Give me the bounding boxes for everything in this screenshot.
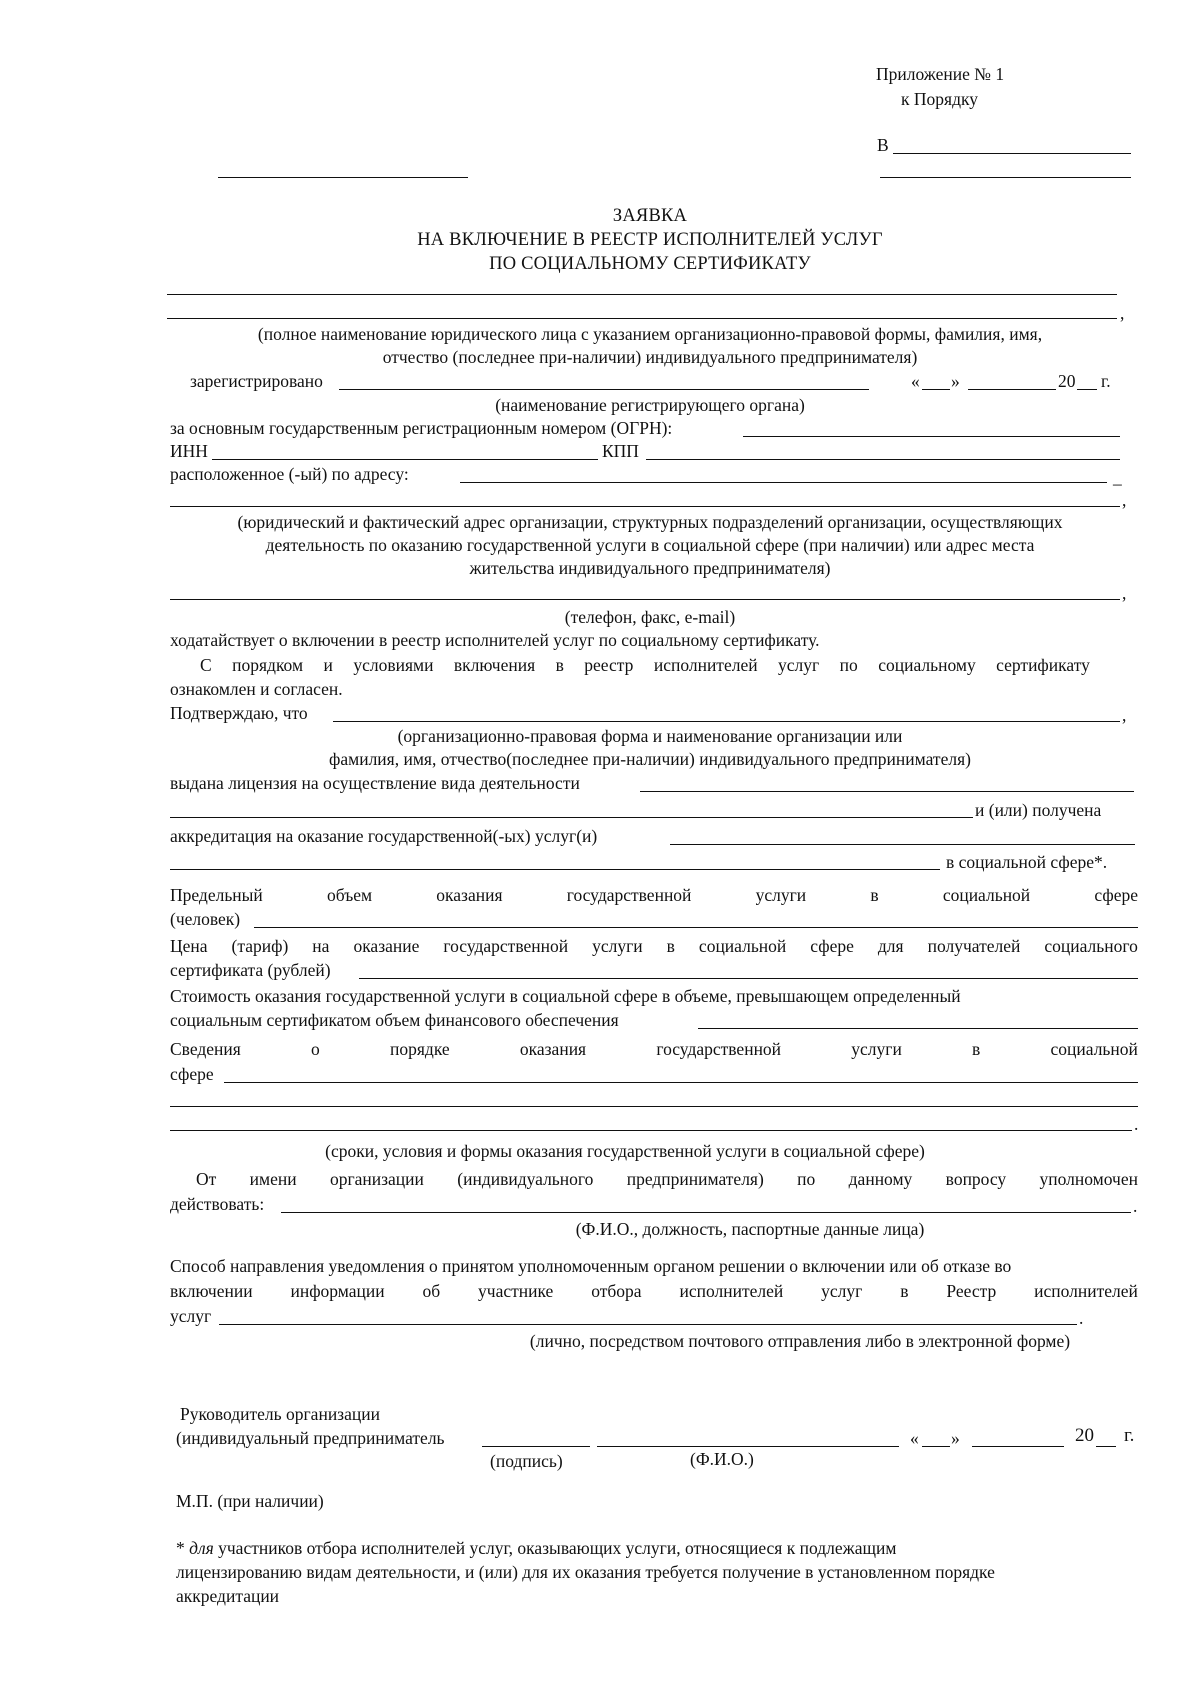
limit-volume-line-2: (человек): [170, 909, 241, 929]
info-field-2[interactable]: [170, 1106, 1138, 1107]
word: государственной: [566, 885, 692, 905]
license-field-2[interactable]: [170, 817, 973, 818]
head-line-1: Руководитель организации: [180, 1404, 380, 1424]
info-period: .: [1134, 1114, 1139, 1134]
address-hint-3: жительства индивидуального предпринимателя): [469, 558, 831, 578]
address-hint-2: деятельность по оказанию государственной услуги в социальной сфере (при наличии) или адрес места: [265, 535, 1035, 555]
word: реестр: [584, 655, 634, 675]
word: Цена: [170, 936, 208, 956]
footnote-line-1-rest: участников отбора исполнителей услуг, оказывающих услуги, относящиеся к подлежащим: [213, 1538, 897, 1558]
registration-month-field[interactable]: [968, 389, 1056, 390]
cost-field[interactable]: [698, 1028, 1138, 1029]
word: социальной: [1050, 1039, 1138, 1059]
word: исполнителей: [679, 1281, 784, 1301]
word: С: [200, 655, 212, 675]
info-line-1: [170, 1039, 1138, 1060]
footnote-asterisk: *: [176, 1538, 190, 1558]
word: порядке: [390, 1039, 450, 1059]
word: объем: [327, 885, 373, 905]
info-line-2: сфере: [170, 1064, 214, 1084]
word: социальной: [942, 885, 1031, 905]
accreditation-field-1[interactable]: [670, 844, 1135, 845]
notify-method-field[interactable]: [219, 1324, 1077, 1325]
contacts-comma: ,: [1122, 583, 1127, 603]
word: (индивидуального: [457, 1169, 594, 1189]
word: о: [311, 1039, 320, 1059]
word: в: [900, 1281, 909, 1301]
notify-line-1: Способ направления уведомления о принятом уполномоченным органом решении о включении или об отказе во: [170, 1256, 1012, 1276]
sign-year-field[interactable]: [1096, 1446, 1116, 1447]
info-field-3[interactable]: [170, 1130, 1132, 1131]
seal-text: М.П. (при наличии): [176, 1491, 324, 1511]
word: об: [422, 1281, 441, 1301]
fio-hint: (Ф.И.О.): [690, 1449, 754, 1469]
title-line-2: НА ВКЛЮЧЕНИЕ В РЕЕСТР ИСПОЛНИТЕЛЕЙ УСЛУГ: [417, 230, 883, 250]
confirm-hint-2: фамилия, имя, отчество(последнее при-наличии) индивидуального предпринимателя): [329, 749, 971, 769]
title-line-1: ЗАЯВКА: [612, 206, 688, 226]
word: информации: [290, 1281, 385, 1301]
date-close-quote: »: [951, 371, 960, 391]
addressee-line-1[interactable]: [893, 153, 1131, 154]
org-name-line-2[interactable]: [167, 318, 1117, 319]
word: в: [666, 936, 675, 956]
info-field-1[interactable]: [224, 1082, 1138, 1083]
addressee-label: В: [877, 135, 889, 155]
price-line-1: [170, 936, 1138, 957]
petition-text: ходатайствует о включении в реестр исполнителей услуг по социальному сертификату.: [170, 630, 820, 650]
word: уполномочен: [1039, 1169, 1138, 1189]
addressee-line-2[interactable]: [880, 177, 1131, 178]
word: Реестр: [946, 1281, 997, 1301]
notify-hint: (лично, посредством почтового отправления либо в электронной форме): [529, 1331, 1071, 1351]
sign-year-prefix: 20: [1075, 1425, 1094, 1446]
org-name-line-1[interactable]: [167, 294, 1117, 295]
authorized-line-1: [196, 1169, 1138, 1190]
appendix-line-2: к Порядку: [901, 89, 978, 109]
word: по: [797, 1169, 816, 1189]
fio-field[interactable]: [597, 1446, 899, 1447]
confirm-hint-1: (организационно-правовая форма и наименование организации или: [397, 726, 903, 746]
org-name-hint-2: отчество (последнее при-наличии) индивидуального предпринимателя): [382, 347, 918, 367]
word: (тариф): [231, 936, 289, 956]
price-field[interactable]: [359, 978, 1138, 979]
notify-line-2: [170, 1281, 1138, 1302]
word: порядком: [232, 655, 304, 675]
word: в: [555, 655, 564, 675]
word: От: [196, 1169, 217, 1189]
word: организации: [329, 1169, 424, 1189]
accreditation-label: аккредитация на оказание государственной(-ых) услуг(и): [170, 826, 598, 846]
word: включении: [170, 1281, 253, 1301]
outgoing-number-line[interactable]: [218, 177, 468, 178]
license-field-1[interactable]: [640, 791, 1134, 792]
notify-period: .: [1079, 1308, 1084, 1328]
word: данному: [848, 1169, 913, 1189]
word: услуги: [851, 1039, 902, 1059]
word: включения: [453, 655, 536, 675]
word: вопросу: [945, 1169, 1007, 1189]
title-line-3: ПО СОЦИАЛЬНОМУ СЕРТИФИКАТУ: [489, 254, 811, 274]
cost-line-2: социальным сертификатом объем финансового обеспечения: [170, 1010, 619, 1030]
address-dash: _: [1113, 467, 1122, 487]
word: социального: [1044, 936, 1138, 956]
head-line-2: (индивидуальный предприниматель: [176, 1428, 445, 1448]
word: услуг: [778, 655, 820, 675]
word: оказания: [436, 885, 503, 905]
word: исполнителей: [1034, 1281, 1138, 1301]
authorized-period: .: [1133, 1196, 1138, 1216]
license-or-text: и (или) получена: [975, 800, 1102, 820]
registration-year-field[interactable]: [1077, 389, 1097, 390]
terms-hint: (сроки, условия и формы оказания государственной услуги в социальной сфере): [325, 1141, 925, 1161]
org-name-comma: ,: [1120, 303, 1125, 323]
license-label: выдана лицензия на осуществление вида деятельности: [170, 773, 580, 793]
contacts-hint: (телефон, факс, e-mail): [564, 607, 736, 627]
word: отбора: [591, 1281, 642, 1301]
sign-hint: (подпись): [490, 1451, 563, 1471]
word: услуги: [755, 885, 807, 905]
word: условиями: [353, 655, 434, 675]
word: в: [972, 1039, 981, 1059]
word: оказания: [519, 1039, 587, 1059]
date-open-quote: «: [911, 371, 920, 391]
address-field-2[interactable]: [170, 506, 1120, 507]
org-name-hint-1: (полное наименование юридического лица с указанием организационно-правовой формы, фамилия, имя,: [257, 324, 1043, 344]
word: услуги: [592, 936, 643, 956]
footnote-line-3: аккредитации: [176, 1586, 280, 1606]
notify-line-3: услуг: [170, 1306, 212, 1326]
ogrn-field[interactable]: [743, 436, 1120, 437]
confirm-comma: ,: [1122, 705, 1127, 725]
ogrn-label: за основным государственным регистрационным номером (ОГРН):: [170, 418, 673, 438]
registrar-hint: (наименование регистрирующего органа): [495, 395, 805, 415]
confirm-field[interactable]: [333, 721, 1120, 722]
word: государственной: [443, 936, 569, 956]
agree-line-2: ознакомлен и согласен.: [170, 679, 343, 699]
word: для: [877, 936, 904, 956]
footnote-line-2: лицензированию видам деятельности, и (или) для их оказания требуется получение в установленном порядке: [176, 1562, 995, 1582]
word: и: [323, 655, 333, 675]
kpp-field[interactable]: [646, 459, 1120, 460]
limit-volume-line-1: [170, 885, 1138, 906]
word: сертификату: [996, 655, 1090, 675]
word: социальному: [878, 655, 976, 675]
sign-day-field[interactable]: [922, 1446, 950, 1447]
word: исполнителей: [653, 655, 758, 675]
sign-date-open-quote: «: [910, 1428, 919, 1448]
inn-label: ИНН: [170, 441, 208, 461]
registered-label: зарегистрировано: [190, 371, 323, 391]
social-sphere-text: в социальной сфере*.: [946, 852, 1108, 872]
inn-field[interactable]: [212, 459, 598, 460]
word: по: [839, 655, 858, 675]
kpp-label: КПП: [602, 441, 639, 461]
registration-day-field[interactable]: [922, 389, 950, 390]
word: государственной: [656, 1039, 782, 1059]
footnote-italic-word: для: [189, 1538, 214, 1558]
contacts-field[interactable]: [170, 599, 1120, 600]
word: участнике: [478, 1281, 554, 1301]
registrar-field[interactable]: [339, 389, 869, 390]
word: сфере: [1094, 885, 1138, 905]
authorized-line-2: действовать:: [170, 1194, 265, 1214]
word: Сведения: [170, 1039, 241, 1059]
word: предпринимателя): [626, 1169, 764, 1189]
word: социальной: [698, 936, 787, 956]
confirm-label: Подтверждаю, что: [170, 703, 308, 723]
address-field-1[interactable]: [460, 482, 1107, 483]
signature-field[interactable]: [482, 1446, 590, 1447]
sign-month-field[interactable]: [972, 1446, 1064, 1447]
address-label: расположенное (-ый) по адресу:: [170, 464, 409, 484]
limit-volume-field[interactable]: [254, 927, 1138, 928]
year-suffix: г.: [1101, 371, 1111, 391]
accreditation-field-2[interactable]: [170, 869, 940, 870]
word: имени: [249, 1169, 297, 1189]
address-comma: ,: [1122, 490, 1127, 510]
word: в: [870, 885, 879, 905]
word: услуг: [821, 1281, 863, 1301]
price-line-2: сертификата (рублей): [170, 960, 331, 980]
address-hint-1: (юридический и фактический адрес организации, структурных подразделений организации, осуществляющих: [237, 512, 1063, 532]
sign-year-suffix: г.: [1124, 1425, 1135, 1446]
appendix-line-1: Приложение № 1: [876, 64, 1005, 84]
cost-line-1: Стоимость оказания государственной услуги в социальной сфере в объеме, превышающем определенный: [170, 986, 961, 1006]
word: сфере: [810, 936, 854, 956]
word: оказание: [353, 936, 420, 956]
authorized-person-field[interactable]: [281, 1212, 1131, 1213]
word: на: [312, 936, 330, 956]
word: Предельный: [170, 885, 263, 905]
footnote-line-1: [176, 1538, 896, 1559]
word: получателей: [927, 936, 1021, 956]
agree-line-1: [200, 655, 1090, 676]
sign-date-close-quote: »: [951, 1428, 960, 1448]
authorized-hint: (Ф.И.О., должность, паспортные данные лица): [575, 1219, 925, 1239]
year-prefix: 20: [1058, 371, 1076, 391]
